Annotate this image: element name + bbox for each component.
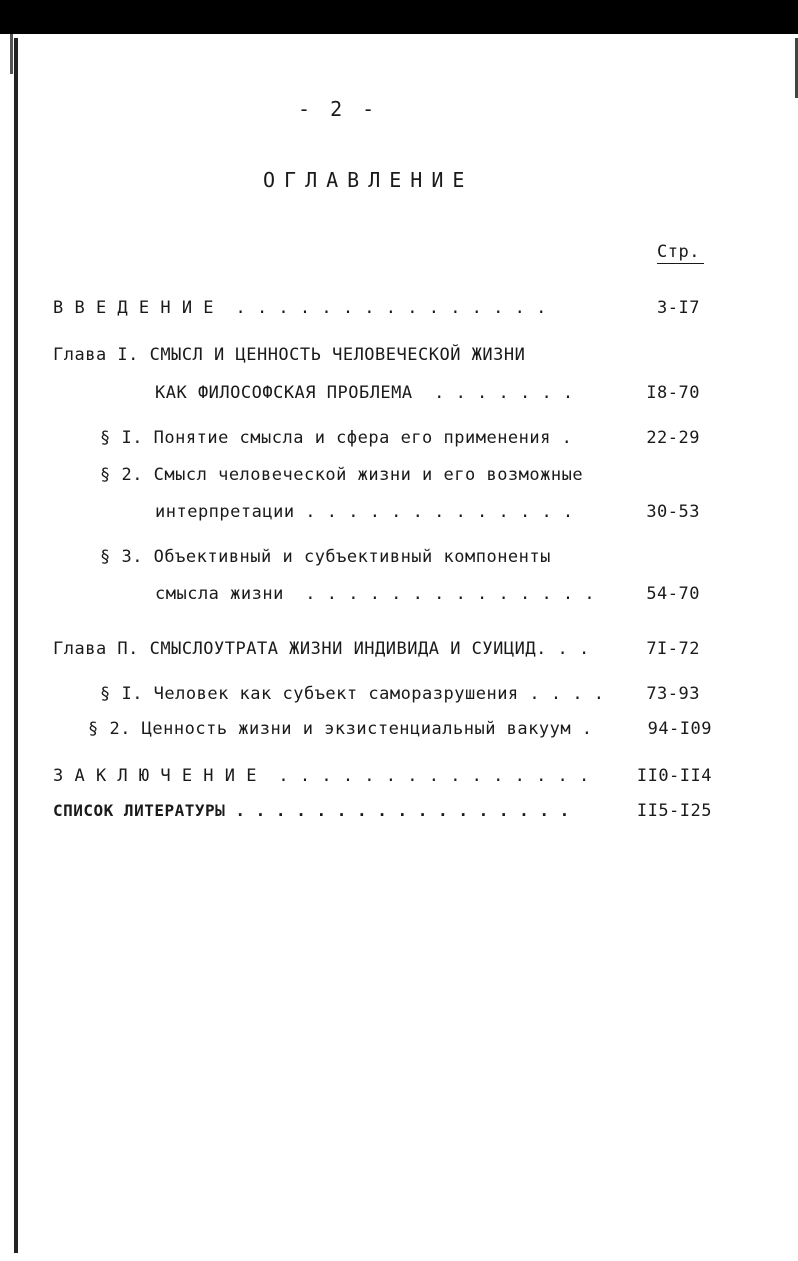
toc-entry-ch2-sec2: § 2. Ценность жизни и экзистенциальный вакуум .	[88, 719, 593, 739]
scan-top-border	[0, 0, 798, 34]
toc-page-ch1-sec1: 22-29	[646, 428, 700, 448]
toc-page-chapter-2: 7I-72	[646, 639, 700, 659]
toc-page-ch1-sec2: 30-53	[646, 502, 700, 522]
toc-entry-ch1-sec2-cont: интерпретации . . . . . . . . . . . . .	[155, 502, 574, 522]
toc-entry-ch1-sec3-cont: смысла жизни . . . . . . . . . . . . . .	[155, 584, 596, 604]
toc-page-ch1-sec3: 54-70	[646, 584, 700, 604]
toc-entry-chapter-1: Глава I. СМЫСЛ И ЦЕННОСТЬ ЧЕЛОВЕЧЕСКОЙ ЖИЗНИ	[53, 345, 526, 365]
toc-entry-ch2-sec1: § I. Человек как субъект саморазрушения . . . .	[100, 684, 605, 704]
toc-entry-ch1-sec2: § 2. Смысл человеческой жизни и его возможные	[100, 465, 584, 485]
toc-page-ch2-sec1: 73-93	[646, 684, 700, 704]
page-column-header: Стр.	[657, 242, 704, 264]
toc-page-chapter-1: I8-70	[646, 383, 700, 403]
scan-left-mark	[10, 34, 13, 74]
toc-page-ch2-sec2: 94-I09	[647, 719, 712, 739]
toc-entry-chapter-2: Глава П. СМЫСЛОУТРАТА ЖИЗНИ ИНДИВИДА И СУИЦИД. . .	[53, 639, 590, 659]
toc-page-conclusion: II0-II4	[636, 766, 712, 786]
toc-page-references: II5-I25	[636, 801, 712, 821]
toc-entry-conclusion: З А К Л Ю Ч Е Н И Е . . . . . . . . . . . . . . .	[53, 766, 590, 786]
page-title: ОГЛАВЛЕНИЕ	[263, 168, 474, 192]
toc-entry-intro: В В Е Д Е Н И Е . . . . . . . . . . . . . . .	[53, 298, 547, 318]
page-number: - 2 -	[298, 97, 379, 121]
toc-entry-chapter-1-cont: КАК ФИЛОСОФСКАЯ ПРОБЛЕМА . . . . . . .	[155, 383, 574, 403]
toc-entry-ch1-sec3: § 3. Объективный и субъективный компоненты	[100, 547, 551, 567]
toc-entry-references: СПИСОК ЛИТЕРАТУРЫ . . . . . . . . . . . . . . . . .	[53, 801, 570, 820]
toc-entry-ch1-sec1: § I. Понятие смысла и сфера его применения .	[100, 428, 573, 448]
scan-left-border	[14, 38, 18, 1253]
toc-page-intro: 3-I7	[657, 298, 700, 318]
